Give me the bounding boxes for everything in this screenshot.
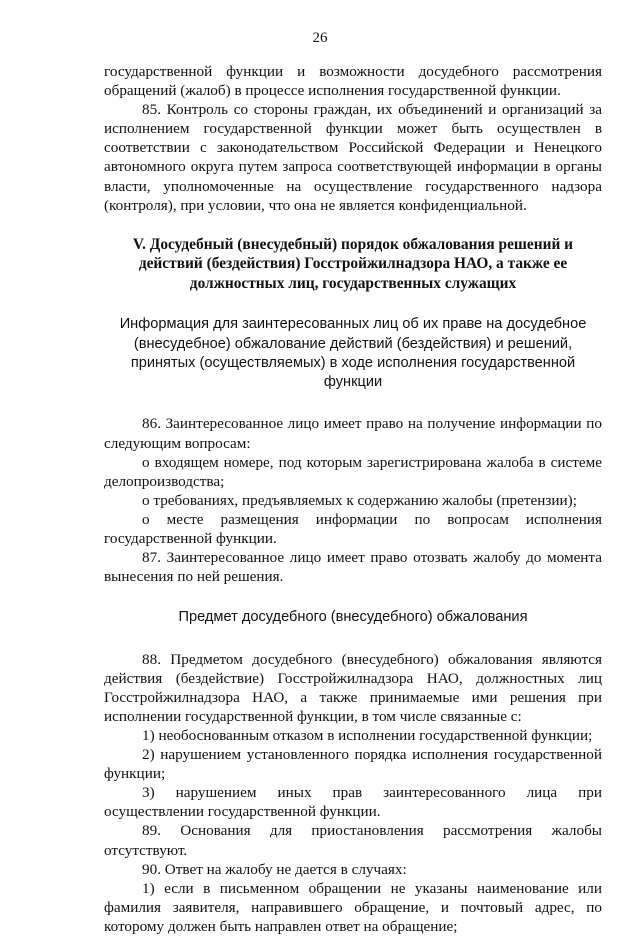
- section-v-title: V. Досудебный (внесудебный) порядок обжалования решений и действий (бездействия) Госстройжилнадзора НАО, а также ее должностных лиц, государственных служащих: [132, 235, 574, 292]
- paragraph-88: 88. Предметом досудебного (внесудебного) обжалования являются действия (бездействие) Госстройжилнадзора НАО, должностных лиц Госстройжилнадзора НАО, а также принимаемые ими решения при исполнении государственной функции, в том числе связанные с:: [104, 650, 602, 725]
- paragraph-85: 85. Контроль со стороны граждан, их объединений и организаций за исполнением государственной функции может быть осуществлен в соответствии с законодательством Российской Федерации и Ненецкого автономного округа путем запроса соответствующей информации в органы власти, уполномоченные на осуществление государственного надзора (контроля), при условии, что она не является конфиденциальной.: [104, 101, 602, 214]
- subject-paragraphs: [104, 650, 602, 936]
- subject-subtitle: Предмет досудебного (внесудебного) обжалования: [178, 609, 528, 626]
- paragraph-86-item-a: о входящем номере, под которым зарегистрирована жалоба в системе делопроизводства;: [104, 453, 602, 490]
- document-body: [104, 62, 602, 936]
- paragraph-88-item-2: 2) нарушением установленного порядка исполнения государственной функции;: [104, 746, 602, 783]
- paragraph-90: 90. Ответ на жалобу не дается в случаях:: [142, 860, 407, 878]
- paragraph-89: 89. Основания для приостановления рассмотрения жалобы отсутствуют.: [104, 822, 602, 859]
- page-number: 26: [312, 30, 328, 46]
- paragraph-87: 87. Заинтересованное лицо имеет право отозвать жалобу до момента вынесения по ней решения.: [104, 549, 602, 586]
- paragraph-88-item-3: 3) нарушением иных прав заинтересованного лица при осуществлении государственной функции.: [104, 784, 602, 821]
- paragraph-86-item-c: о месте размещения информации по вопросам исполнения государственной функции.: [104, 510, 602, 547]
- paragraph-86: 86. Заинтересованное лицо имеет право на получение информации по следующим вопросам:: [104, 415, 602, 452]
- paragraph-continuation: государственной функции и возможности досудебного рассмотрения обращений (жалоб) в процессе исполнения государственной функции.: [104, 63, 602, 100]
- paragraph-88-item-1: 1) необоснованным отказом в исполнении государственной функции;: [142, 726, 593, 744]
- info-paragraphs: [104, 414, 602, 586]
- paragraph-86-item-b: о требованиях, предъявляемых к содержанию жалобы (претензии);: [142, 491, 577, 509]
- info-subtitle: Информация для заинтересованных лиц об их праве на досудебное (внесудебное) обжалование действий (бездействия) и решений, принятых (осуществляемых) в ходе исполнения государственной функции: [119, 316, 587, 391]
- paragraph-90-item-1: 1) если в письменном обращении не указаны наименование или фамилия заявителя, направившего обращение, и почтовый адрес, по которому должен быть направлен ответ на обращение;: [104, 879, 602, 935]
